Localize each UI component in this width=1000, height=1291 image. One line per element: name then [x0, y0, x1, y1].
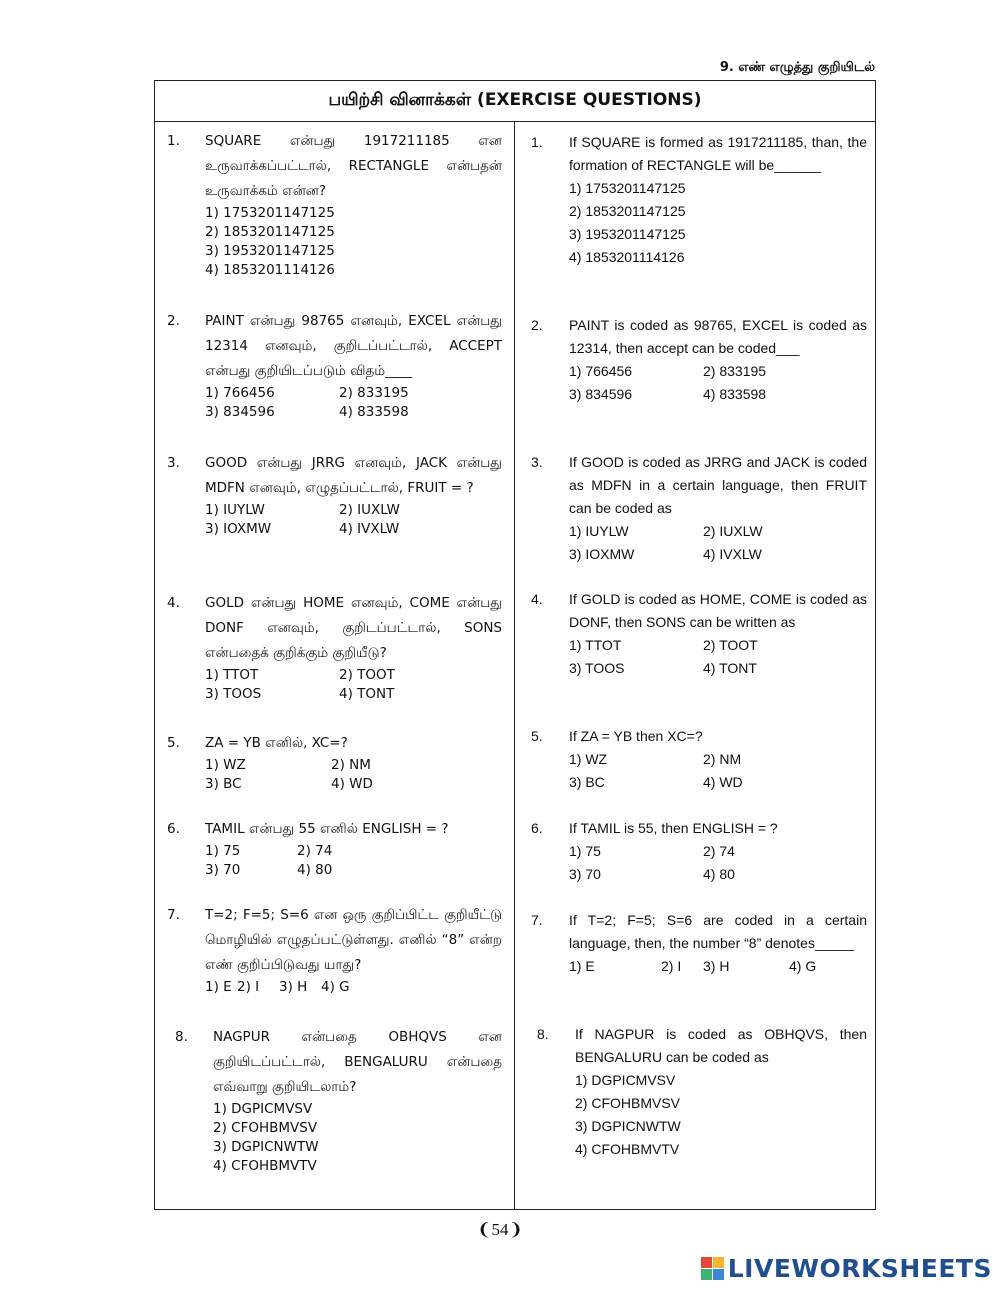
- option[interactable]: 3) IOXMW: [569, 546, 635, 562]
- option[interactable]: 4) 1853201114126: [569, 249, 685, 265]
- option[interactable]: 3) TOOS: [205, 686, 262, 702]
- option-list: [205, 501, 502, 539]
- option[interactable]: 1) 766456: [205, 385, 275, 401]
- question-stem: If ZA = YB then XC=?: [569, 728, 703, 744]
- brand-name: LIVEWORKSHEETS: [727, 1254, 992, 1283]
- option-list: [569, 634, 867, 680]
- question-stem: If TAMIL is 55, then ENGLISH = ?: [569, 820, 778, 836]
- question-number: 1.: [167, 133, 180, 149]
- option[interactable]: 3) DGPICNWTW: [575, 1118, 681, 1134]
- option[interactable]: 1) TTOT: [569, 637, 622, 653]
- option[interactable]: 4) 833598: [339, 404, 409, 420]
- option[interactable]: 2) 74: [297, 843, 333, 859]
- option[interactable]: 1) 1753201147125: [205, 205, 335, 221]
- question-number: 6.: [531, 820, 543, 836]
- option[interactable]: 1) 766456: [569, 363, 633, 379]
- page-number: ❨54❩: [477, 1220, 523, 1239]
- question-number: 4.: [531, 591, 543, 607]
- question-number: 4.: [167, 595, 180, 611]
- option[interactable]: 1) WZ: [569, 751, 608, 767]
- question-number: 7.: [167, 907, 180, 923]
- option-list: [205, 842, 502, 880]
- option-list: [569, 177, 867, 269]
- question-stem: SQUARE என்பது 1917211185 என உருவாக்கப்பட்டால், RECTANGLE என்பதன் உருவாக்கம் என்ன?: [205, 133, 502, 199]
- english-question-1: [531, 131, 867, 269]
- option[interactable]: 3) BC: [569, 774, 605, 790]
- question-number: 2.: [167, 313, 180, 329]
- english-question-4: [531, 588, 867, 680]
- option-list: [205, 384, 502, 422]
- option[interactable]: 2) 833195: [703, 363, 767, 379]
- question-stem: If SQUARE is formed as 1917211185, than, the formation of RECTANGLE will be______: [569, 134, 867, 173]
- option[interactable]: 4) CFOHBMVTV: [575, 1141, 680, 1157]
- question-stem: If NAGPUR is coded as OBHQVS, then BENGALURU can be coded as: [575, 1026, 867, 1065]
- sheet-title: பயிற்சி வினாக்கள் (EXERCISE QUESTIONS): [155, 81, 875, 122]
- question-stem: NAGPUR என்பதை OBHQVS என குறியிடப்பட்டால், BENGALURU என்பதை எவ்வாறு குறியிடலாம்?: [213, 1029, 502, 1095]
- option[interactable]: 3) H: [279, 979, 308, 995]
- option[interactable]: 3) DGPICNWTW: [213, 1139, 319, 1155]
- question-number: 3.: [167, 455, 180, 471]
- question-number: 5.: [167, 735, 180, 751]
- question-stem: GOLD என்பது HOME எனவும், COME என்பது DONF எனவும், குறிடப்பட்டால், SONS என்பதைக் குறிக்கும் குறியீடு?: [205, 595, 502, 661]
- option-list: [569, 955, 867, 978]
- option[interactable]: 2) 1853201147125: [569, 203, 686, 219]
- option[interactable]: 2) CFOHBMVSV: [575, 1095, 681, 1111]
- option[interactable]: 3) H: [703, 958, 730, 974]
- option-list: [569, 748, 867, 794]
- option[interactable]: 2) I: [661, 958, 682, 974]
- question-number: 7.: [531, 912, 543, 928]
- option[interactable]: 2) CFOHBMVSV: [213, 1120, 318, 1136]
- option[interactable]: 1) 1753201147125: [569, 180, 686, 196]
- english-question-7: [531, 909, 867, 978]
- option[interactable]: 2) 833195: [339, 385, 409, 401]
- option-list: [213, 1100, 502, 1176]
- option[interactable]: 3) IOXMW: [205, 521, 272, 537]
- question-stem: GOOD என்பது JRRG எனவும், JACK என்பது MDFN எனவும், எழுதப்பட்டால், FRUIT = ?: [205, 455, 502, 496]
- option[interactable]: 4) WD: [703, 774, 743, 790]
- option[interactable]: 2) NM: [331, 757, 371, 773]
- tamil-question-2: [167, 309, 502, 422]
- question-number: 2.: [531, 317, 543, 333]
- question-stem: T=2; F=5; S=6 என ஒரு குறிப்பிட்ட குறியீட்டு மொழியில் எழுதப்பட்டுள்ளது. எனில் “8” என்ற எண் குறிப்பிடுவது யாது?: [205, 907, 502, 973]
- option[interactable]: 4) G: [321, 979, 350, 995]
- option-list: [205, 756, 502, 794]
- option[interactable]: 3) TOOS: [569, 660, 625, 676]
- tamil-question-4: [167, 591, 502, 704]
- option[interactable]: 1) IUYLW: [205, 502, 265, 518]
- exercise-frame: [154, 80, 876, 1210]
- option[interactable]: 3) 1953201147125: [569, 226, 686, 242]
- option-list: [569, 360, 867, 406]
- option[interactable]: 4) TONT: [703, 660, 757, 676]
- question-number: 6.: [167, 821, 180, 837]
- column-divider: [514, 121, 515, 1209]
- english-question-8: [537, 1023, 867, 1161]
- tamil-question-6: [167, 817, 502, 880]
- question-stem: TAMIL என்பது 55 எனில் ENGLISH = ?: [205, 821, 449, 837]
- tamil-question-3: [167, 451, 502, 539]
- option[interactable]: 1) WZ: [205, 757, 246, 773]
- option-list: [575, 1069, 867, 1161]
- tamil-question-5: [167, 731, 502, 794]
- option[interactable]: 1) 75: [205, 843, 241, 859]
- option[interactable]: 2) IUXLW: [339, 502, 400, 518]
- option[interactable]: 4) WD: [331, 776, 373, 792]
- option[interactable]: 4) 80: [703, 866, 735, 882]
- option[interactable]: 3) 834596: [205, 404, 275, 420]
- question-stem: ZA = YB எனில், XC=?: [205, 735, 348, 751]
- option[interactable]: 4) IVXLW: [339, 521, 400, 537]
- option-list: [205, 204, 502, 280]
- english-question-2: [531, 314, 867, 406]
- tamil-question-8: [175, 1025, 502, 1176]
- tamil-question-7: [167, 903, 502, 997]
- option[interactable]: 2) NM: [703, 751, 742, 767]
- option[interactable]: 1) DGPICMVSV: [213, 1101, 313, 1117]
- question-stem: If T=2; F=5; S=6 are coded in a certain language, then, the number “8” denotes_____: [569, 912, 867, 951]
- option[interactable]: 2) TOOT: [339, 667, 395, 683]
- option[interactable]: 4) IVXLW: [703, 546, 762, 562]
- question-number: 8.: [537, 1026, 549, 1042]
- question-stem: PAINT என்பது 98765 எனவும், EXCEL என்பது 12314 எனவும், குறிடப்பட்டால், ACCEPT என்பது குறியிடப்படும் விதம்____: [205, 313, 502, 379]
- question-stem: If GOOD is coded as JRRG and JACK is coded as MDFN in a certain language, then FRUIT can be coded as: [569, 454, 867, 516]
- option[interactable]: 3) 70: [205, 862, 241, 878]
- brand-logo-icon: [701, 1257, 724, 1280]
- option[interactable]: 1) E: [205, 979, 232, 995]
- option[interactable]: 2) IUXLW: [703, 523, 763, 539]
- option[interactable]: 4) 833598: [703, 386, 767, 402]
- question-number: 8.: [175, 1029, 188, 1045]
- option[interactable]: 4) TONT: [339, 686, 395, 702]
- option[interactable]: 3) 1953201147125: [205, 243, 335, 259]
- option[interactable]: 4) G: [789, 958, 817, 974]
- option-list: [205, 666, 502, 704]
- option-list: [569, 840, 867, 886]
- question-stem: PAINT is coded as 98765, EXCEL is coded as 12314, then accept can be coded___: [569, 317, 867, 356]
- option[interactable]: 2) 74: [703, 843, 735, 859]
- question-number: 1.: [531, 134, 543, 150]
- option[interactable]: 3) 834596: [569, 386, 633, 402]
- option[interactable]: 4) 80: [297, 862, 333, 878]
- question-stem: If GOLD is coded as HOME, COME is coded as DONF, then SONS can be written as: [569, 591, 867, 630]
- chapter-header: 9. எண் எழுத்து குறியிடல்: [719, 60, 875, 75]
- option[interactable]: 4) 1853201114126: [205, 262, 335, 278]
- option[interactable]: 4) CFOHBMVTV: [213, 1158, 317, 1174]
- liveworksheets-brand[interactable]: [701, 1254, 992, 1283]
- english-question-5: [531, 725, 867, 794]
- question-number: 5.: [531, 728, 543, 744]
- option[interactable]: 1) 75: [569, 843, 601, 859]
- option[interactable]: 2) I: [237, 979, 260, 995]
- option[interactable]: 1) IUYLW: [569, 523, 629, 539]
- question-number: 3.: [531, 454, 543, 470]
- tamil-question-1: [167, 129, 502, 280]
- option-list: [569, 520, 867, 566]
- option[interactable]: 3) BC: [205, 776, 242, 792]
- option[interactable]: 2) 1853201147125: [205, 224, 335, 240]
- option[interactable]: 3) 70: [569, 866, 601, 882]
- option[interactable]: 1) E: [569, 958, 595, 974]
- option[interactable]: 1) DGPICMVSV: [575, 1072, 676, 1088]
- english-question-6: [531, 817, 867, 886]
- option[interactable]: 1) TTOT: [205, 667, 259, 683]
- option[interactable]: 2) TOOT: [703, 637, 758, 653]
- english-question-3: [531, 451, 867, 566]
- option-list: [205, 978, 502, 997]
